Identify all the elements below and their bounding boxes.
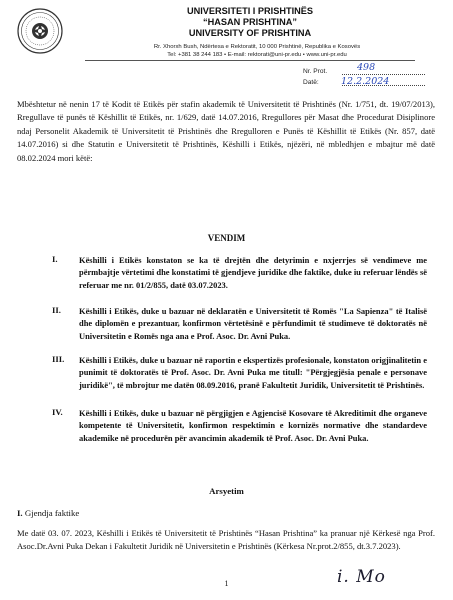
section-heading <box>17 508 79 518</box>
facts-paragraph: Me datë 03. 07. 2023, Këshilli i Etikës të Universitetit të Prishtinës “Hasan Prishtina” ka pranuar një Kërkesë nga Prof. Asoc.Dr.Avni Puka Dekan i Fakultetit Juridik në Universitetin e Prishtinës (Kërkesa Nr.prot.2/855, dt.3.7.2023). <box>17 528 435 552</box>
header-divider <box>85 60 415 61</box>
university-name-line2: “HASAN PRISHTINA” <box>203 17 297 27</box>
contact-line: Tel: +381 38 244 183 • E-mail: rektorati@uni-pr.edu • www.uni-pr.edu <box>167 52 347 58</box>
section-title: Gjendja faktike <box>24 508 80 518</box>
item-text: Këshilli i Etikës, duke u bazuar në deklaratën e Universitetit të Romës "La Sapienza" të Italisë dhe diplomën e prezantuar, konfirmon vërtetësinë e përfundimit të studimeve të doktoratës në Universitetin e Romës nga ana e Prof. Asoc. Dr. Avni Puka. <box>79 306 427 341</box>
item-text: Këshilli i Etikës, duke u bazuar në raportin e ekspertizës profesionale, konstaton origjinalitetin e punimit të doktoratës të Prof. Asoc. Dr. Avni Puka me titull: "Përgjegjësia penale e personave juridikë", të mbrojtur me datën 08.09.2016, pranë Fakultetit Juridik, Universitetit të Prishtinës. <box>79 355 427 390</box>
address-line: Rr. Xhorxh Bush, Ndërtesa e Rektoratit, 10 000 Prishtinë, Republika e Kosovës <box>153 44 361 50</box>
university-name <box>120 6 380 39</box>
item-number: II. <box>52 305 61 315</box>
page-number: 1 <box>224 579 229 588</box>
item-number: III. <box>52 354 65 364</box>
intro-paragraph: Mbështetur në nenin 17 të Kodit të Etikës për stafin akademik të Universitetit të Prishtinës (Nr. 1/751, dt. 19/07/2013), Rregullave të punës të Këshillit të Etikës, nr. 1/629, datë 14.07.2016, Rregullores për Masat dhe Procedurat Disiplinore ndaj Personelit Akademik të Universitetit të Prishtinës dhe Rregulloren e Punës të Këshillit të Etikës (Nr. 857, datë 14.07.2016) si dhe Statutin e Universitetit të Prishtinës, Këshilli i Etikës, njëzëri, në mbledhjen e mbajtur më datë 08.02.2024 mori këtë: <box>17 99 435 163</box>
date-value: 12.2.2024 <box>341 76 390 87</box>
section-number: I. <box>17 508 23 518</box>
item-text: Këshilli i Etikës konstaton se ka të drejtën dhe detyrimin e nxjerrjes së vendimeve me përmbajtje vërtetimi dhe konstatimi të gjendjeve juridike dhe faktike, duke iu referuar lëndës së referuar me nr. 01/2/855, datë 03.07.2023. <box>79 255 427 290</box>
decision-title: VENDIM <box>207 233 246 243</box>
handwritten-initials: i. Mo <box>337 567 386 587</box>
date-row <box>303 77 433 88</box>
item-number: I. <box>52 254 58 264</box>
protocol-number: 498 <box>357 62 376 73</box>
university-name-line1: UNIVERSITETI I PRISHTINËS <box>186 6 314 16</box>
protocol-label: Nr. Prot. <box>303 68 328 75</box>
item-text: Këshilli i Etikës, duke u bazuar në përgjigjen e Agjencisë Kosovare të Akreditimit dhe organeve kompetente të Universitetit, konfirmon respektimin e kornizës normative dhe standardeve akademike në procedurën për avancimin akademik të Prof. Asoc. Dr. Avni Puka. <box>79 408 427 443</box>
contact-block <box>92 43 422 59</box>
university-name-line3: UNIVERSITY OF PRISHTINA <box>188 28 312 38</box>
item-number: IV. <box>52 407 63 417</box>
university-seal-icon <box>17 8 63 54</box>
registry-stamp <box>303 62 433 88</box>
date-label: Datë: <box>303 79 319 86</box>
protocol-dotted-line <box>342 74 425 75</box>
reasoning-heading: Arsyetim <box>209 486 244 496</box>
